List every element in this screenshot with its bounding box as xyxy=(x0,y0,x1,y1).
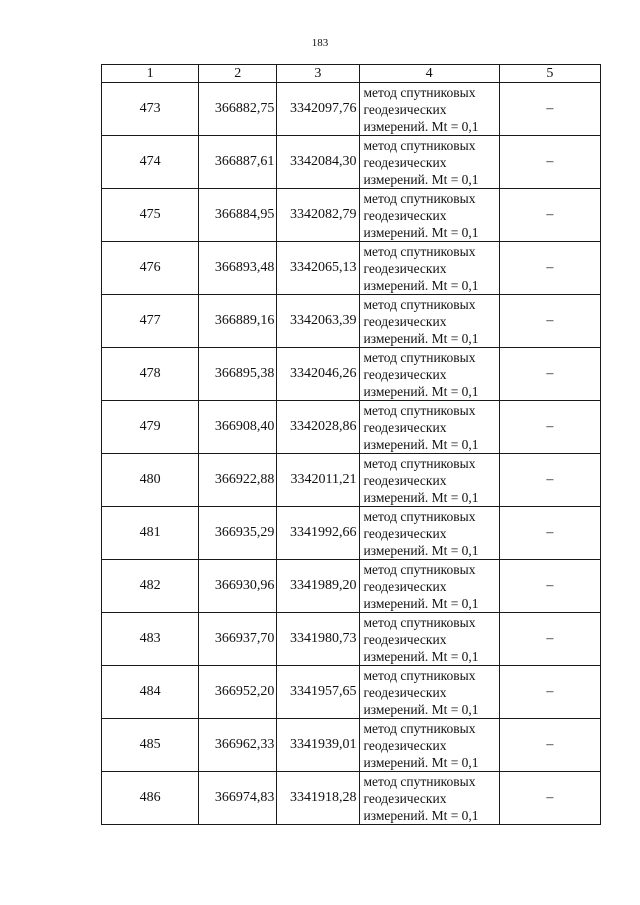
x-coordinate-cell: 366895,38 xyxy=(199,348,277,401)
point-number-cell: 481 xyxy=(102,507,199,560)
table-row xyxy=(102,772,601,825)
x-coordinate-cell: 366922,88 xyxy=(199,454,277,507)
x-coordinate-cell: 366884,95 xyxy=(199,189,277,242)
method-line: геодезических xyxy=(363,260,447,276)
method-line: метод спутниковых xyxy=(363,84,476,100)
table-row xyxy=(102,613,601,666)
header-cell-3: 3 xyxy=(277,65,359,83)
header-cell-2: 2 xyxy=(199,65,277,83)
note-cell: – xyxy=(499,348,600,401)
x-coordinate-cell: 366937,70 xyxy=(199,613,277,666)
note-cell: – xyxy=(499,613,600,666)
note-cell: – xyxy=(499,136,600,189)
y-coordinate-cell: 3341992,66 xyxy=(277,507,359,560)
x-coordinate-cell: 366962,33 xyxy=(199,719,277,772)
point-number-cell: 477 xyxy=(102,295,199,348)
x-coordinate-cell: 366930,96 xyxy=(199,560,277,613)
method-line: измерений. Mt = 0,1 xyxy=(363,648,479,664)
note-cell: – xyxy=(499,242,600,295)
method-line: измерений. Mt = 0,1 xyxy=(363,383,479,399)
note-cell: – xyxy=(499,295,600,348)
method-line: метод спутниковых xyxy=(363,402,476,418)
y-coordinate-cell: 3342065,13 xyxy=(277,242,359,295)
y-coordinate-cell: 3341980,73 xyxy=(277,613,359,666)
method-line: метод спутниковых xyxy=(363,190,476,206)
note-cell: – xyxy=(499,401,600,454)
method-line: геодезических xyxy=(363,207,447,223)
x-coordinate-cell: 366935,29 xyxy=(199,507,277,560)
table-header xyxy=(102,65,601,83)
method-cell xyxy=(359,83,499,136)
method-line: метод спутниковых xyxy=(363,508,476,524)
note-cell: – xyxy=(499,454,600,507)
method-cell xyxy=(359,666,499,719)
y-coordinate-cell: 3341939,01 xyxy=(277,719,359,772)
method-line: метод спутниковых xyxy=(363,667,476,683)
point-number-cell: 486 xyxy=(102,772,199,825)
x-coordinate-cell: 366882,75 xyxy=(199,83,277,136)
method-cell xyxy=(359,507,499,560)
point-number-cell: 485 xyxy=(102,719,199,772)
x-coordinate-cell: 366889,16 xyxy=(199,295,277,348)
table-row xyxy=(102,560,601,613)
y-coordinate-cell: 3342084,30 xyxy=(277,136,359,189)
method-line: измерений. Mt = 0,1 xyxy=(363,436,479,452)
point-number-cell: 483 xyxy=(102,613,199,666)
method-line: геодезических xyxy=(363,419,447,435)
method-cell xyxy=(359,772,499,825)
note-cell: – xyxy=(499,772,600,825)
table-row xyxy=(102,454,601,507)
method-line: геодезических xyxy=(363,631,447,647)
method-line: измерений. Mt = 0,1 xyxy=(363,489,479,505)
x-coordinate-cell: 366952,20 xyxy=(199,666,277,719)
x-coordinate-cell: 366887,61 xyxy=(199,136,277,189)
y-coordinate-cell: 3342063,39 xyxy=(277,295,359,348)
method-cell xyxy=(359,189,499,242)
point-number-cell: 484 xyxy=(102,666,199,719)
point-number-cell: 480 xyxy=(102,454,199,507)
method-cell xyxy=(359,401,499,454)
page-number: 183 xyxy=(311,37,329,49)
table-row xyxy=(102,295,601,348)
method-line: геодезических xyxy=(363,313,447,329)
y-coordinate-cell: 3341918,28 xyxy=(277,772,359,825)
method-line: геодезических xyxy=(363,737,447,753)
x-coordinate-cell: 366893,48 xyxy=(199,242,277,295)
method-line: метод спутниковых xyxy=(363,137,476,153)
y-coordinate-cell: 3341957,65 xyxy=(277,666,359,719)
table-row xyxy=(102,189,601,242)
method-line: измерений. Mt = 0,1 xyxy=(363,171,479,187)
method-line: измерений. Mt = 0,1 xyxy=(363,330,479,346)
point-number-cell: 478 xyxy=(102,348,199,401)
header-cell-4: 4 xyxy=(359,65,499,83)
method-cell xyxy=(359,136,499,189)
method-cell xyxy=(359,295,499,348)
table-row xyxy=(102,242,601,295)
method-cell xyxy=(359,719,499,772)
method-line: измерений. Mt = 0,1 xyxy=(363,118,479,134)
method-line: измерений. Mt = 0,1 xyxy=(363,595,479,611)
method-line: измерений. Mt = 0,1 xyxy=(363,701,479,717)
method-cell xyxy=(359,242,499,295)
note-cell: – xyxy=(499,507,600,560)
method-line: геодезических xyxy=(363,101,447,117)
note-cell: – xyxy=(499,189,600,242)
method-cell xyxy=(359,454,499,507)
header-row xyxy=(102,65,601,83)
table-row xyxy=(102,401,601,454)
table-row xyxy=(102,348,601,401)
method-line: метод спутниковых xyxy=(363,349,476,365)
point-number-cell: 474 xyxy=(102,136,199,189)
method-line: метод спутниковых xyxy=(363,773,476,789)
method-line: геодезических xyxy=(363,472,447,488)
note-cell: – xyxy=(499,666,600,719)
method-line: измерений. Mt = 0,1 xyxy=(363,277,479,293)
method-line: измерений. Mt = 0,1 xyxy=(363,224,479,240)
method-line: измерений. Mt = 0,1 xyxy=(363,542,479,558)
x-coordinate-cell: 366908,40 xyxy=(199,401,277,454)
method-line: измерений. Mt = 0,1 xyxy=(363,807,479,823)
method-cell xyxy=(359,613,499,666)
y-coordinate-cell: 3342046,26 xyxy=(277,348,359,401)
method-line: метод спутниковых xyxy=(363,720,476,736)
note-cell: – xyxy=(499,719,600,772)
y-coordinate-cell: 3342097,76 xyxy=(277,83,359,136)
coordinates-table xyxy=(101,64,601,825)
method-line: геодезических xyxy=(363,366,447,382)
method-line: измерений. Mt = 0,1 xyxy=(363,754,479,770)
table-body xyxy=(102,83,601,825)
method-cell xyxy=(359,560,499,613)
method-line: метод спутниковых xyxy=(363,243,476,259)
method-line: геодезических xyxy=(363,525,447,541)
method-cell xyxy=(359,348,499,401)
header-cell-1: 1 xyxy=(102,65,199,83)
y-coordinate-cell: 3342028,86 xyxy=(277,401,359,454)
note-cell: – xyxy=(499,560,600,613)
table-row xyxy=(102,83,601,136)
table-row xyxy=(102,719,601,772)
table-row xyxy=(102,666,601,719)
method-line: геодезических xyxy=(363,684,447,700)
point-number-cell: 482 xyxy=(102,560,199,613)
y-coordinate-cell: 3342011,21 xyxy=(277,454,359,507)
method-line: метод спутниковых xyxy=(363,455,476,471)
method-line: метод спутниковых xyxy=(363,614,476,630)
method-line: геодезических xyxy=(363,578,447,594)
point-number-cell: 476 xyxy=(102,242,199,295)
method-line: метод спутниковых xyxy=(363,296,476,312)
y-coordinate-cell: 3342082,79 xyxy=(277,189,359,242)
method-line: геодезических xyxy=(363,154,447,170)
note-cell: – xyxy=(499,83,600,136)
table-row xyxy=(102,507,601,560)
y-coordinate-cell: 3341989,20 xyxy=(277,560,359,613)
point-number-cell: 479 xyxy=(102,401,199,454)
header-cell-5: 5 xyxy=(499,65,600,83)
point-number-cell: 473 xyxy=(102,83,199,136)
point-number-cell: 475 xyxy=(102,189,199,242)
method-line: геодезических xyxy=(363,790,447,806)
table-row xyxy=(102,136,601,189)
x-coordinate-cell: 366974,83 xyxy=(199,772,277,825)
method-line: метод спутниковых xyxy=(363,561,476,577)
